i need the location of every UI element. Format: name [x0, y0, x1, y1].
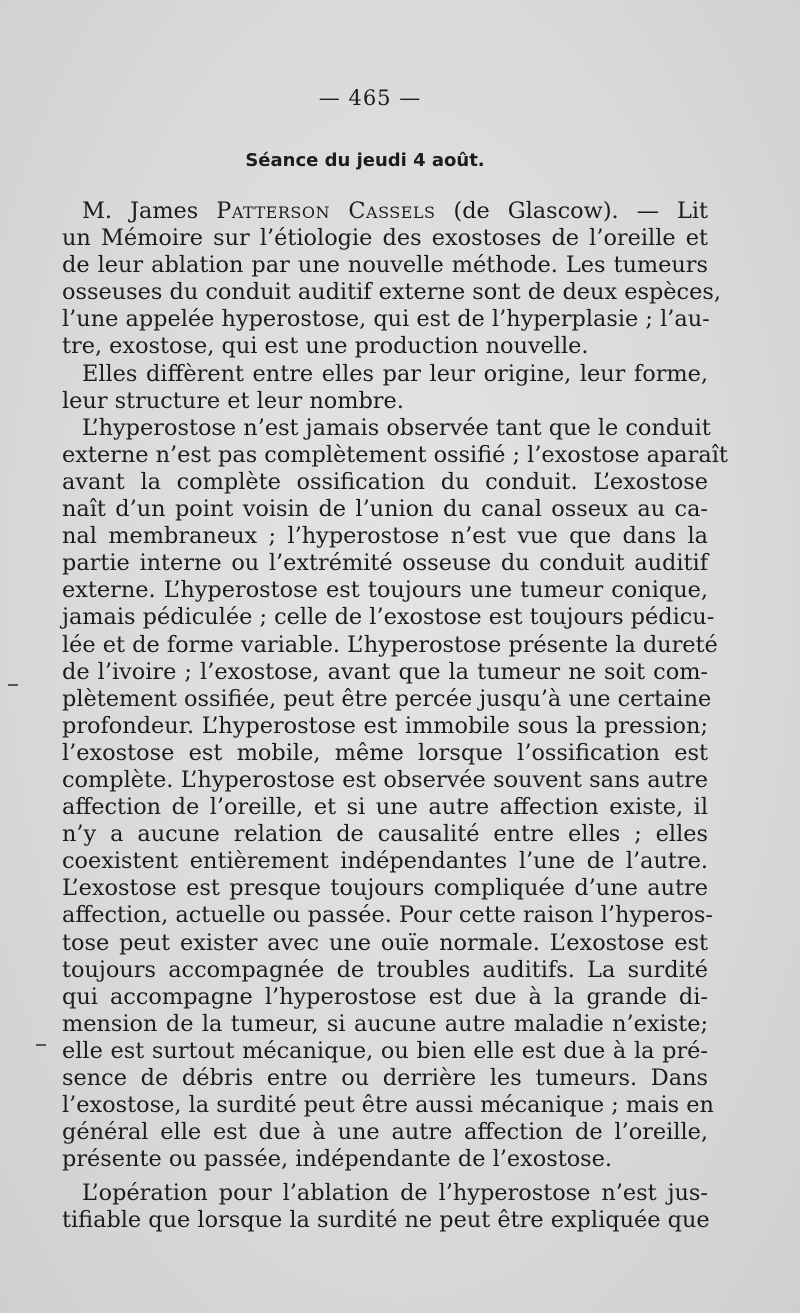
text-line: externe n’est pas complètement ossifié ; l’exostose aparaît	[62, 441, 728, 468]
text-line: elle est surtout mécanique, ou bien elle est due à la pré-	[62, 1037, 708, 1064]
text-line: L’opération pour l’ablation de l’hyperostose n’est jus-	[82, 1180, 708, 1207]
text-line: L’hyperostose n’est jamais observée tant que le conduit	[82, 414, 711, 441]
author-name: Patterson Cassels	[216, 198, 436, 224]
text-line: plètement ossifiée, peut être percée jusqu’à une certaine	[62, 685, 712, 712]
text-line: profondeur. L’hyperostose est immobile sous la pression;	[62, 712, 708, 739]
text-line: général elle est due à une autre affection de l’oreille,	[62, 1119, 708, 1146]
text-line: mension de la tumeur, si aucune autre maladie n’existe;	[62, 1010, 708, 1037]
text-line: tifiable que lorsque la surdité ne peut être expliquée que	[62, 1207, 710, 1234]
text-line: lée et de forme variable. L’hyperostose présente la dureté	[62, 631, 718, 658]
text-line: de leur ablation par une nouvelle méthode. Les tumeurs	[62, 252, 708, 279]
text-line: l’exostose, la surdité peut être aussi mécanique ; mais en	[62, 1092, 714, 1119]
text-line: M. James Patterson Cassels (de Glascow). — Lit	[82, 198, 709, 224]
text-line: présente ou passée, indépendante de l’exostose.	[62, 1146, 613, 1173]
text-line: naît d’un point voisin de l’union du canal osseux au ca-	[62, 496, 708, 523]
text-line: de l’ivoire ; l’exostose, avant que la tumeur ne soit com-	[62, 658, 708, 685]
margin-mark	[36, 1044, 46, 1046]
text-line: jamais pédiculée ; celle de l’exostose est toujours pédicu-	[62, 604, 715, 631]
text-line: osseuses du conduit auditif externe sont de deux espèces,	[62, 279, 721, 306]
text-line: coexistent entièrement indépendantes l’une de l’autre.	[62, 848, 708, 875]
text-line: avant la complète ossification du conduit. L’exostose	[62, 468, 708, 495]
page-number: — 465 —	[318, 86, 422, 110]
text-line: l’exostose est mobile, même lorsque l’ossification est	[62, 739, 708, 766]
text-line: sence de débris entre ou derrière les tumeurs. Dans	[62, 1065, 708, 1091]
text-line: qui accompagne l’hyperostose est due à la grande di-	[62, 983, 708, 1010]
text-line: affection de l’oreille, et si une autre affection existe, il	[62, 794, 708, 821]
text-line: externe. L’hyperostose est toujours une tumeur conique,	[62, 577, 708, 604]
text-line: l’une appelée hyperostose, qui est de l’hyperplasie ; l’au-	[62, 306, 710, 333]
text-line: leur structure et leur nombre.	[62, 387, 404, 414]
text-line: toujours accompagnée de troubles auditifs. La surdité	[62, 956, 708, 983]
text-line: complète. L’hyperostose est observée souvent sans autre	[62, 766, 708, 793]
text-line: tre, exostose, qui est une production nouvelle.	[62, 333, 589, 360]
text-line: tose peut exister avec une ouïe normale. L’exostose est	[62, 929, 708, 956]
text-line: partie interne ou l’extrémité osseuse du conduit auditif	[62, 550, 708, 577]
body-text	[62, 198, 728, 1235]
session-heading: Séance du jeudi 4 août.	[245, 150, 485, 171]
text-line: affection, actuelle ou passée. Pour cette raison l’hyperos-	[62, 902, 713, 929]
margin-mark	[8, 684, 18, 686]
text-line: nal membraneux ; l’hyperostose n’est vue que dans la	[62, 523, 708, 550]
text-line: n’y a aucune relation de causalité entre elles ; elles	[62, 821, 708, 848]
text-line: L’exostose est presque toujours compliquée d’une autre	[62, 875, 708, 902]
text-line: un Mémoire sur l’étiologie des exostoses de l’oreille et	[62, 225, 708, 252]
text-line: Elles diffèrent entre elles par leur origine, leur forme,	[82, 360, 708, 387]
